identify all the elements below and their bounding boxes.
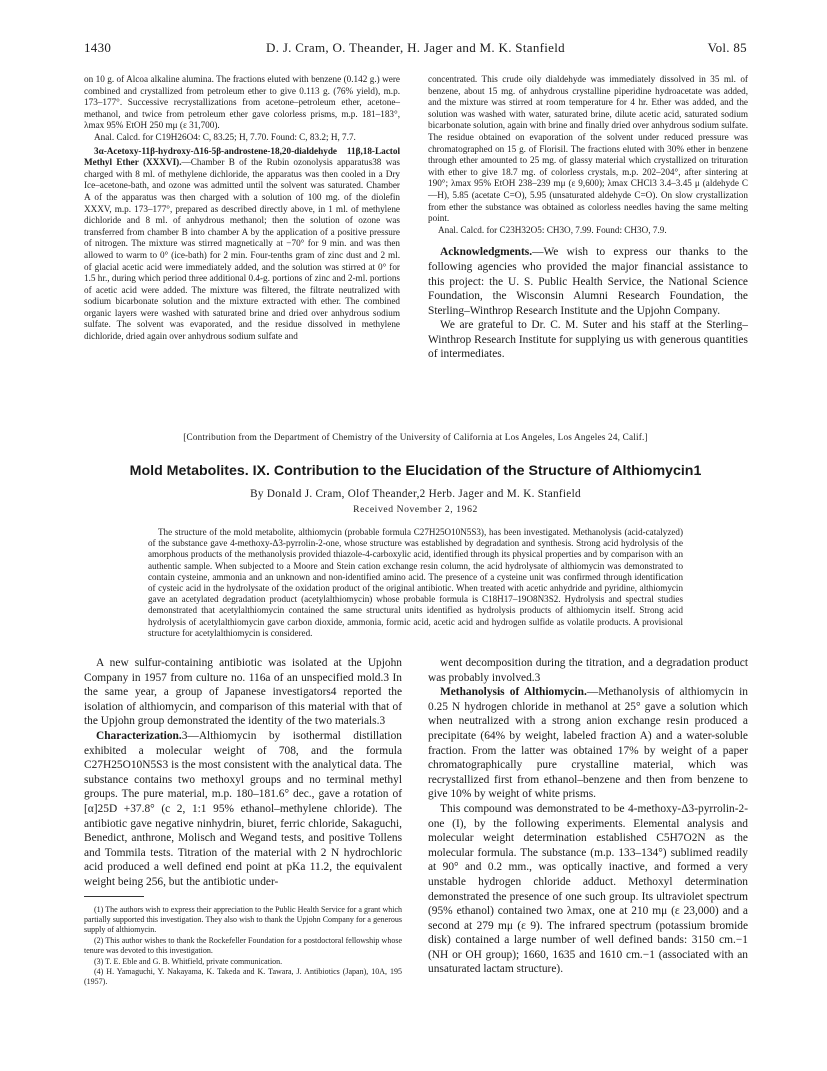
volume-number: Vol. 85 [707,40,747,55]
paragraph [84,146,400,343]
paragraph-text: 3—Althiomycin by isothermal distillation exhibited a molecular weight of 708, and the formula C27H25O10N5S3 is the most consistent with the analytical data. The substance contains two methoxyl groups and no terminal methyl groups. The pure material, m.p. 180–181.6° dec., gave a rotation of [α]25D +37.8° (c 2, 1:1 95% ethanol–methylene chloride). The antibiotic gave negative ninhydrin, biuret, ferric chloride, Sakaguchi, Benedict, anthrone, Molisch and Wegand tests, and positive Tollens and Tommila tests. Titration of the material with 2 N hydrochloric acid produced a well defined end point at pKa 11.2, the equivalent weight being 256, but the antibiotic under- [84,729,402,888]
right-column-top [428,74,748,362]
page-number: 1430 [84,40,112,55]
contribution-line: [Contribution from the Department of Chemistry of the University of California at Los Angeles, Los Angeles 24, Calif.] [183,432,648,442]
abstract: The structure of the mold metabolite, althiomycin (probable formula C27H25O10N5S3), has been investigated. Methanolysis (acid-catalyzed) of the substance gave 4-methoxy-Δ3-pyrrolin-2-one, whose structure was established by degradation and synthesis. Strong acid hydrolysis of the amorphous products of the methanolysis provided thiazole-4-carboxylic acid, identified through its physical properties and by comparison with an authentic sample. When subjected to a Moore and Stein cation exchange resin column, the acid hydrolysate of althiomycin was demonstrated to contain cysteine, ammonia and an unknown and non-identified amino acid. The presence of a cysteine unit was confirmed through identification of cysteic acid in the hydrolysate of the oxidation product of the original antibiotic. When treated with acetic anhydride and pyridine, althiomycin gave an acetylated degradation product (acetylalthiomycin) whose probable formula is C18H17–19O8N3S2. Hydrolysis and spectral studies demonstrated that acetylalthiomycin contained the same structural units identified as hydrolysis products of althiomycin itself. Strong acid hydrolysis of acetylalthiomycin gave carbon dioxide, ammonia, formic acid, acetic acid and hydrogen sulfide as volatile products. A provisional structure for acetylalthiomycin is considered. [148,527,683,638]
paragraph: on 10 g. of Alcoa alkaline alumina. The fractions eluted with benzene (0.142 g.) were combined and crystallized from petroleum ether to give 0.113 g. (76% yield), m.p. 173–177°. Successive recrystallizations from acetone–petroleum ether, acetone–methanol, and twice from petroleum ether gave colorless prisms, m.p. 181–183°, λmax 95% EtOH 250 mμ (ε 31,700). [84,74,400,131]
analysis-paragraph: Anal. Calcd. for C19H26O4: C, 83.25; H, 7.70. Found: C, 83.2; H, 7.7. [94,131,356,142]
running-authors: D. J. Cram, O. Theander, H. Jager and M. K. Stanfield [266,40,565,55]
footnote-divider [84,896,144,897]
footnotes [84,905,402,988]
section-heading: Methanolysis of Althiomycin. [440,686,587,699]
article-title: Mold Metabolites. IX. Contribution to the Elucidation of the Structure of Althiomycin1 [129,463,702,479]
footnote: (1) The authors wish to express their appreciation to the Public Health Service for a grant which partially supported this investigation. They also wish to thank the Upjohn Company for a generous supply of althiomycin. [84,904,402,935]
section-heading: Acknowledgments. [440,246,533,259]
received-date: Received November 2, 1962 [353,504,478,515]
footnote: (2) This author wishes to thank the Rockefeller Foundation for a postdoctoral fellowship whose tenure was devoted to this investigation. [84,935,402,956]
left-column-experimental [84,74,400,343]
footnote: (4) H. Yamaguchi, Y. Nakayama, K. Takeda and K. Tawara, J. Antibiotics (Japan), 10A, 195 (1957). [84,966,402,987]
paragraph: A new sulfur-containing antibiotic was isolated at the Upjohn Company in 1957 from culture no. 116a of an unspecified mold.3 In the same year, a group of Japanese investigators4 reported the isolation of althiomycin, and comparison of this material with that of the Upjohn group demonstrated the identity of the two materials.3 [84,657,402,728]
section-heading: Characterization. [96,729,182,742]
paragraph: went decomposition during the titration, and a degradation product was probably involved.3 [428,657,748,684]
paragraph-text: —We wish to express our thanks to the following agencies who provided the major financial assistance to this project: the U. S. Public Health Service, the National Science Foundation, the Wisconsin Alumni Research Foundation, the Sterling–Winthrop Research Institute and the Upjohn Company. [428,246,748,317]
left-column-body [84,656,402,988]
paragraph: We are grateful to Dr. C. M. Suter and his staff at the Sterling–Winthrop Research Institute for supplying us with generous quantities of intermediates. [428,319,748,361]
paragraph [84,729,402,890]
right-column-body [428,656,748,977]
paragraph: This compound was demonstrated to be 4-methoxy-Δ3-pyrrolin-2-one (I), by the following experiments. Elemental analysis and molecular weight determination established C5H7O2N as the molecular formula. The substance (m.p. 133–134°) sublimed readily at 90° and 0.2 mm., was optically inactive, and formed a very unstable hydrogen chloride adduct. Methoxyl determination demonstrated the presence of one such group. Its ultraviolet spectrum (95% ethanol) contained two λmax, one at 210 mμ (ε 23,000) and a second at 279 mμ (ε 9). The infrared spectrum (potassium bromide disk) contained a large number of well defined bands: 3150 cm.−1 (NH or OH group); 1660, 1635 and 1610 cm.−1 (associated with an unsaturated lactam structure). [428,802,748,976]
paragraph [428,245,748,318]
acknowledgments-section [428,245,748,362]
running-header [84,40,747,60]
analysis-paragraph: Anal. Calcd. for C23H32O5: CH3O, 7.99. Found: CH3O, 7.9. [438,224,667,235]
paragraph-text: —Chamber B of the Rubin ozonolysis apparatus38 was charged with 8 ml. of methylene dichloride, the apparatus was then cooled in a Dry Ice–acetone-bath, and ozone was admitted until the solvent was saturated. Chamber A of the apparatus was then charged with a solution of 100 mg. of the diolefin XXXV, m.p. 173–177°, prepared as described directly above, in 1 ml. of methylene dichloride and 8 ml. of anhydrous methanol; then the solution of ozone was transferred from chamber B into chamber A by the application of a positive pressure of nitrogen. The mixture was stirred magnetically at −70° for 9 min. and was then allowed to warm to 0° (ice-bath) for 2 min. Four-tenths gram of zinc dust and 2 ml. of glacial acetic acid were immediately added, and the solution was stirred at 0° for 1.5 hr., during which period three additional 0.4-g. portions of zinc and 2-ml. portions of acetic acid were added. The mixture was filtered, the filtrate neutralized with sodium bicarbonate solution and the mixture extracted with ether. The combined organic layers were washed with saturated brine and dried over anhydrous sodium sulfate. The solvent was evaporated, and the residue dissolved in methylene dichloride, dried again over anhydrous sodium sulfate and [84,157,401,342]
byline: By Donald J. Cram, Olof Theander,2 Herb. Jager and M. K. Stanfield [250,488,581,500]
paragraph: concentrated. This crude oily dialdehyde was immediately dissolved in 35 ml. of benzene, about 15 mg. of anhydrous crystalline piperidine hydroacetate was added, and the mixture was stirred at room temperature for 4 hr. Ether was added, and the solution was washed with water, saturated brine, dilute acetic acid, saturated sodium bicarbonate solution, again with brine and finally dried over anhydrous sodium sulfate. The residue obtained on evaporation of the solvent under reduced pressure was chromatographed on 15 g. of Florisil. The fractions eluted with 30% ether in benzene through ether amounted to 25 mg. of glassy material which crystallized on trituration with ether to give 18.7 mg. of colorless crystals, m.p. 202–204°, after sintering at 190°; λmax 95% EtOH 238–239 mμ (ε 9,600); λmax CHCl3 3.4–3.45 μ (aldehyde C—H), 5.85 (acetate C=O), 5.95 (unsaturated aldehyde C=O). On slow crystallization from ether the substance was obtained as colorless needles having the same melting point. [428,74,748,224]
section-heading: 3α-Acetoxy-11β-hydroxy-Δ16-5β-androstene-18,20-dialdehyde 11β,18-Lactol Methyl Ether (XXXVI). [84,145,400,168]
paragraph [428,685,748,802]
paragraph-text: —Methanolysis of althiomycin in 0.25 N hydrogen chloride in methanol at 25° gave a solution which when neutralized with a strong anion exchange resin produced a precipitate (64% by weight, labeled fraction A) and a water-soluble fraction. From the latter was obtained 17% by weight of a paper chromatographically pure crystalline material, which was recrystallized first from ethanol–benzene and then from benzene to give 10% by weight of white prisms. [428,686,748,801]
footnote: (3) T. E. Eble and G. B. Whitfield, private communication. [94,956,283,966]
